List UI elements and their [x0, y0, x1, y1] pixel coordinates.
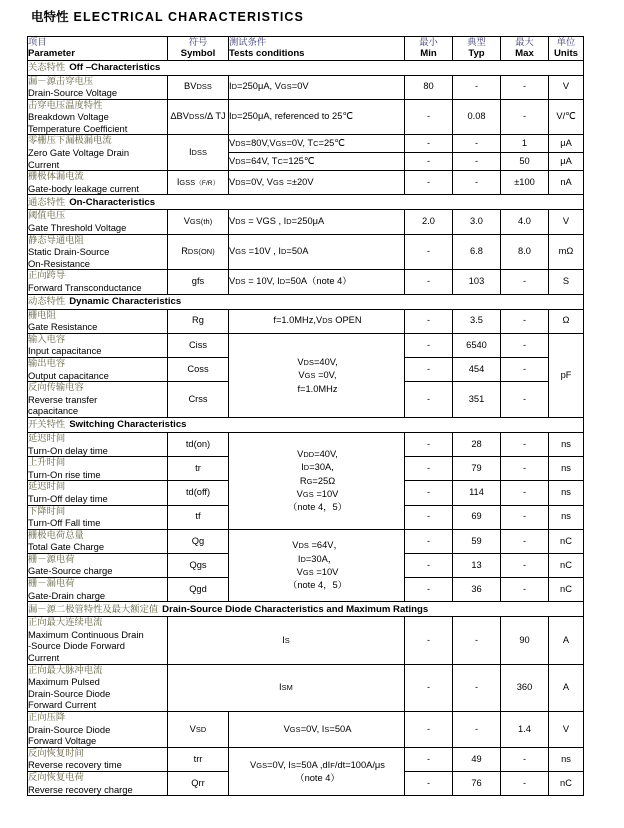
- row-tf-min: -: [405, 505, 453, 529]
- table-row: [28, 270, 584, 294]
- row-igss-symbol: IGSS（F/R）: [168, 171, 229, 195]
- row-coss-symbol: Coss: [168, 357, 229, 381]
- row-crss-min: -: [405, 382, 453, 418]
- row-tdon-parameter: 延迟时间 Turn-On delay time: [28, 432, 168, 456]
- row-gfs-typ: 103: [453, 270, 501, 294]
- row-tr-parameter: 上升时间 Turn-On rise time: [28, 457, 168, 481]
- header-parameter: [28, 37, 168, 61]
- header-parameter-en: Parameter: [28, 48, 75, 59]
- row-ism-min: -: [405, 664, 453, 711]
- row-qgd-unit: nC: [549, 578, 584, 602]
- row-rg-conditions: f=1.0MHz,VDS OPEN: [229, 309, 405, 333]
- row-vgsth-unit: V: [549, 210, 584, 234]
- row-ism-parameter: 正向最大脉冲电流 Maximum Pulsed Drain-Source Diode Forward Current: [28, 664, 168, 711]
- row-vsd-symbol: VSD: [168, 712, 229, 748]
- section-header-diode: [28, 602, 584, 617]
- row-ciss-parameter: 输入电容 Input capacitance: [28, 333, 168, 357]
- row-rg-unit: Ω: [549, 309, 584, 333]
- section-dynamic-cn: 动态特性: [28, 295, 66, 306]
- row-dbvdss-unit: V/℃: [549, 99, 584, 135]
- row-dbvdss-typ: 0.08: [453, 99, 501, 135]
- row-igss-max: ±100: [501, 171, 549, 195]
- row-gfs-symbol: gfs: [168, 270, 229, 294]
- section-header-off: [28, 60, 584, 75]
- row-igss-typ: -: [453, 171, 501, 195]
- row-idss-symbol: IDSS: [168, 135, 229, 171]
- row-ciss-typ: 6540: [453, 333, 501, 357]
- row-coss-typ: 454: [453, 357, 501, 381]
- gate-charge-conditions: VDS =64V， ID=30A， VGS =10V （note 4，5）: [229, 529, 405, 602]
- row-qg-symbol: Qg: [168, 529, 229, 553]
- section-header-on-cell: [28, 195, 584, 210]
- section-header-switching: [28, 417, 584, 432]
- row-coss-min: -: [405, 357, 453, 381]
- row-gfs-max: -: [501, 270, 549, 294]
- header-max: [501, 37, 549, 61]
- row-bvdss-unit: V: [549, 75, 584, 99]
- table-row: [28, 617, 584, 664]
- header-symbol-cn: 符号: [188, 37, 208, 47]
- row-tf-symbol: tf: [168, 505, 229, 529]
- row-gfs-parameter: 正向跨导 Forward Transconductance: [28, 270, 168, 294]
- row-tdon-unit: ns: [549, 432, 584, 456]
- row-is-parameter: 正向最大连续电流 Maximum Continuous Drain -Source Diode Forward Current: [28, 617, 168, 664]
- row-qrr-unit: nC: [549, 771, 584, 795]
- row-qg-max: -: [501, 529, 549, 553]
- table-row: [28, 210, 584, 234]
- row-rdson-max: 8.0: [501, 234, 549, 270]
- row-is-unit: A: [549, 617, 584, 664]
- row-gfs-min: -: [405, 270, 453, 294]
- row-dbvdss-parameter: 击穿电压温度特性 Breakdown Voltage Temperature Coefficient: [28, 99, 168, 135]
- row-bvdss-symbol: BVDSS: [168, 75, 229, 99]
- row-tdoff-min: -: [405, 481, 453, 505]
- row-ciss-max: -: [501, 333, 549, 357]
- row-vsd-conditions: VGS=0V, IS=50A: [229, 712, 405, 748]
- section-on-cn: 通态特性: [28, 196, 66, 207]
- header-conditions-en: Tests conditions: [229, 48, 305, 59]
- section-off-cn: 关态特性: [28, 61, 66, 72]
- header-symbol: [168, 37, 229, 61]
- row-igss-unit: nA: [549, 171, 584, 195]
- row-ism-unit: A: [549, 664, 584, 711]
- row-rdson-conditions: VGS =10V , ID=50A: [229, 234, 405, 270]
- row-idss-conditions-1: VDS=80V,VGS=0V, TC=25℃: [229, 135, 405, 153]
- header-parameter-cn: 项目: [28, 37, 47, 47]
- section-diode-cn: 漏－源二极管特性及最大额定值: [28, 603, 159, 614]
- section-dynamic-en: Dynamic Characteristics: [69, 295, 182, 307]
- table-row: [28, 234, 584, 270]
- row-tdoff-max: -: [501, 481, 549, 505]
- row-tf-parameter: 下降时间 Turn-Off Fall time: [28, 505, 168, 529]
- section-off-en: Off –Characteristics: [69, 61, 161, 73]
- row-tdoff-typ: 114: [453, 481, 501, 505]
- row-qrr-parameter: 反向恢复电荷 Reverse recovery charge: [28, 771, 168, 795]
- row-tr-unit: ns: [549, 457, 584, 481]
- table-row: [28, 333, 584, 357]
- row-rdson-typ: 6.8: [453, 234, 501, 270]
- row-trr-max: -: [501, 747, 549, 771]
- row-qg-unit: nC: [549, 529, 584, 553]
- row-gfs-conditions: VDS = 10V, ID=50A（note 4）: [229, 270, 405, 294]
- row-idss-min-2: -: [405, 153, 453, 171]
- row-tdon-min: -: [405, 432, 453, 456]
- row-coss-max: -: [501, 357, 549, 381]
- section-header-off-cell: [28, 60, 584, 75]
- header-min-cn: 最小: [419, 37, 438, 47]
- page-title: [31, 7, 304, 25]
- row-qg-parameter: 栅极电荷总量 Total Gate Charge: [28, 529, 168, 553]
- row-dbvdss-max: -: [501, 99, 549, 135]
- table-row: [28, 664, 584, 711]
- row-vgsth-min: 2.0: [405, 210, 453, 234]
- table-row: [28, 747, 584, 771]
- row-rdson-min: -: [405, 234, 453, 270]
- table-row: [28, 712, 584, 748]
- row-ism-max: 360: [501, 664, 549, 711]
- row-rdson-symbol: RDS(ON): [168, 234, 229, 270]
- header-symbol-en: Symbol: [180, 48, 216, 59]
- row-vsd-parameter: 正向压降 Drain-Source Diode Forward Voltage: [28, 712, 168, 748]
- row-qgs-unit: nC: [549, 553, 584, 577]
- row-tr-symbol: tr: [168, 457, 229, 481]
- row-coss-parameter: 输出电容 Output capacitance: [28, 357, 168, 381]
- row-is-min: -: [405, 617, 453, 664]
- row-rg-symbol: Rg: [168, 309, 229, 333]
- row-bvdss-parameter: 漏－源击穿电压 Drain-Source Voltage: [28, 75, 168, 99]
- table-row: [28, 309, 584, 333]
- row-vgsth-symbol: VGS(th): [168, 210, 229, 234]
- row-tdoff-parameter: 延迟时间 Turn-Off delay time: [28, 481, 168, 505]
- row-dbvdss-conditions: ID=250μA, referenced to 25℃: [229, 99, 405, 135]
- row-qg-typ: 59: [453, 529, 501, 553]
- row-qgs-typ: 13: [453, 553, 501, 577]
- row-tdoff-unit: ns: [549, 481, 584, 505]
- row-rg-typ: 3.5: [453, 309, 501, 333]
- row-crss-parameter: 反向传输电容 Reverse transfer capacitance: [28, 382, 168, 418]
- row-ciss-min: -: [405, 333, 453, 357]
- row-qgd-symbol: Qgd: [168, 578, 229, 602]
- header-conditions: [229, 37, 405, 61]
- row-vgsth-parameter: 阈值电压 Gate Threshold Voltage: [28, 210, 168, 234]
- row-tr-max: -: [501, 457, 549, 481]
- row-idss-unit-1: μA: [549, 135, 584, 153]
- row-qgs-symbol: Qgs: [168, 553, 229, 577]
- row-idss-unit-2: μA: [549, 153, 584, 171]
- table-row: [28, 432, 584, 456]
- row-qrr-symbol: Qrr: [168, 771, 229, 795]
- row-tdon-symbol: td(on): [168, 432, 229, 456]
- row-bvdss-min: 80: [405, 75, 453, 99]
- row-rg-min: -: [405, 309, 453, 333]
- table-row: [28, 135, 584, 153]
- electrical-characteristics-table: [27, 36, 584, 796]
- section-header-switching-cell: [28, 417, 584, 432]
- row-ism-symbol: ISM: [168, 664, 405, 711]
- row-trr-typ: 49: [453, 747, 501, 771]
- row-tr-min: -: [405, 457, 453, 481]
- row-ism-typ: -: [453, 664, 501, 711]
- section-switching-cn: 开关特性: [28, 419, 66, 430]
- section-header-diode-cell: [28, 602, 584, 617]
- header-typ-cn: 典型: [467, 37, 486, 47]
- row-trr-min: -: [405, 747, 453, 771]
- row-idss-conditions-2: VDS=64V, TC=125℃: [229, 153, 405, 171]
- table-header-row: [28, 37, 584, 61]
- row-qgd-parameter: 栅－漏电荷 Gate-Drain charge: [28, 578, 168, 602]
- row-vsd-typ: -: [453, 712, 501, 748]
- row-qgd-min: -: [405, 578, 453, 602]
- row-vgsth-typ: 3.0: [453, 210, 501, 234]
- header-units-cn: 单位: [556, 37, 576, 47]
- header-typ-en: Typ: [468, 48, 485, 59]
- row-ciss-symbol: Ciss: [168, 333, 229, 357]
- header-max-cn: 最大: [515, 37, 534, 47]
- row-crss-max: -: [501, 382, 549, 418]
- row-trr-unit: ns: [549, 747, 584, 771]
- header-min-en: Min: [420, 48, 437, 59]
- page-title-cn: 电特性: [31, 10, 69, 24]
- row-rg-max: -: [501, 309, 549, 333]
- table-row: [28, 171, 584, 195]
- row-bvdss-typ: -: [453, 75, 501, 99]
- row-idss-min-1: -: [405, 135, 453, 153]
- row-idss-max-2: 50: [501, 153, 549, 171]
- row-is-symbol: IS: [168, 617, 405, 664]
- header-typ: [453, 37, 501, 61]
- row-igss-conditions: VDS=0V, VGS =±20V: [229, 171, 405, 195]
- header-units: [549, 37, 584, 61]
- row-vsd-max: 1.4: [501, 712, 549, 748]
- row-idss-max-1: 1: [501, 135, 549, 153]
- row-vsd-min: -: [405, 712, 453, 748]
- table-row: [28, 529, 584, 553]
- table-row: [28, 99, 584, 135]
- row-vgsth-conditions: VDS = VGS , ID=250μA: [229, 210, 405, 234]
- row-is-max: 90: [501, 617, 549, 664]
- row-bvdss-max: -: [501, 75, 549, 99]
- row-rg-parameter: 栅电阻 Gate Resistance: [28, 309, 168, 333]
- row-gfs-unit: S: [549, 270, 584, 294]
- row-vgsth-max: 4.0: [501, 210, 549, 234]
- row-igss-parameter: 栅极体漏电流 Gate-body leakage current: [28, 171, 168, 195]
- row-tf-typ: 69: [453, 505, 501, 529]
- row-igss-min: -: [405, 171, 453, 195]
- section-header-dynamic-cell: [28, 294, 584, 309]
- row-idss-parameter: 零栅压下漏极漏电流 Zero Gate Voltage Drain Current: [28, 135, 168, 171]
- section-header-on: [28, 195, 584, 210]
- header-units-en: Units: [554, 48, 578, 59]
- section-on-en: On-Characteristics: [69, 196, 156, 208]
- row-rdson-parameter: 静态导通电阻 Static Drain-Source On-Resistance: [28, 234, 168, 270]
- row-bvdss-conditions: ID=250μA, VGS=0V: [229, 75, 405, 99]
- header-min: [405, 37, 453, 61]
- capacitance-unit: pF: [549, 333, 584, 417]
- row-qrr-max: -: [501, 771, 549, 795]
- row-idss-typ-2: -: [453, 153, 501, 171]
- row-qgd-max: -: [501, 578, 549, 602]
- switching-conditions: VDD=40V, ID=30A, RG=25Ω VGS =10V （note 4，5）: [229, 432, 405, 529]
- row-dbvdss-min: -: [405, 99, 453, 135]
- row-is-typ: -: [453, 617, 501, 664]
- row-rdson-unit: mΩ: [549, 234, 584, 270]
- section-header-dynamic: [28, 294, 584, 309]
- row-idss-typ-1: -: [453, 135, 501, 153]
- page-title-en: ELECTRICAL CHARACTERISTICS: [73, 10, 304, 24]
- row-qgd-typ: 36: [453, 578, 501, 602]
- reverse-recovery-conditions: VGS=0V, IS=50A ,dIF/dt=100A/μs （note 4）: [229, 747, 405, 795]
- row-tr-typ: 79: [453, 457, 501, 481]
- row-vsd-unit: V: [549, 712, 584, 748]
- row-qgs-max: -: [501, 553, 549, 577]
- capacitance-conditions: VDS=40V, VGS =0V, f=1.0MHz: [229, 333, 405, 417]
- table-row: [28, 75, 584, 99]
- row-tdoff-symbol: td(off): [168, 481, 229, 505]
- row-tdon-typ: 28: [453, 432, 501, 456]
- header-conditions-cn: 测试条件: [229, 37, 267, 47]
- section-switching-en: Switching Characteristics: [69, 419, 187, 431]
- row-trr-parameter: 反向恢复时间 Reverse recovery time: [28, 747, 168, 771]
- row-tf-max: -: [501, 505, 549, 529]
- row-trr-symbol: trr: [168, 747, 229, 771]
- row-tf-unit: ns: [549, 505, 584, 529]
- header-max-en: Max: [515, 48, 534, 59]
- row-qrr-typ: 76: [453, 771, 501, 795]
- section-diode-en: Drain-Source Diode Characteristics and Maximum Ratings: [162, 603, 429, 615]
- row-crss-typ: 351: [453, 382, 501, 418]
- row-qg-min: -: [405, 529, 453, 553]
- row-qgs-min: -: [405, 553, 453, 577]
- row-qgs-parameter: 栅－源电荷 Gate-Source charge: [28, 553, 168, 577]
- row-tdon-max: -: [501, 432, 549, 456]
- row-qrr-min: -: [405, 771, 453, 795]
- row-dbvdss-symbol: ΔBVDSS/Δ TJ: [168, 99, 229, 135]
- row-crss-symbol: Crss: [168, 382, 229, 418]
